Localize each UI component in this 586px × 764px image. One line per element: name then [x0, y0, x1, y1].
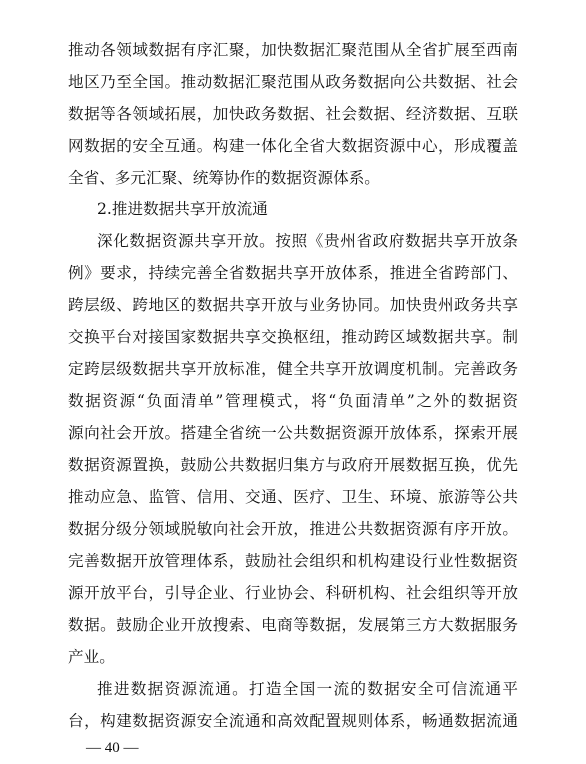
body-line: 数据。鼓励企业开放搜索、电商等数据，发展第三方大数据服务: [68, 616, 518, 634]
body-line: 完善数据开放管理体系，鼓励社会组织和机构建设行业性数据资: [68, 552, 518, 570]
body-line: 数据资源“负面清单”管理模式，将“负面清单”之外的数据资: [68, 392, 518, 410]
body-line: 网数据的安全互通。构建一体化全省大数据资源中心，形成覆盖: [68, 137, 518, 155]
body-line: 交换平台对接国家数据共享交换枢纽，推动跨区域数据共享。制: [68, 328, 518, 346]
body-line: 数据等各领域拓展，加快政务数据、社会数据、经济数据、互联: [68, 105, 518, 123]
body-line: 数据分级分领域脱敏向社会开放，推进公共数据资源有序开放。: [68, 520, 518, 538]
body-line: 源向社会开放。搭建全省统一公共数据资源开放体系，探索开展: [68, 424, 518, 442]
body-line: 推进数据资源流通。打造全国一流的数据安全可信流通平: [97, 680, 518, 698]
body-line: 台，构建数据资源安全流通和高效配置规则体系，畅通数据流通: [68, 712, 518, 730]
body-line: 例》要求，持续完善全省数据共享开放体系，推进全省跨部门、: [68, 264, 518, 282]
body-line: 跨层级、跨地区的数据共享开放与业务协同。加快贵州政务共享: [68, 296, 518, 314]
body-line: 数据资源置换，鼓励公共数据归集方与政府开展数据互换，优先: [68, 456, 518, 474]
body-line: 推动应急、监管、信用、交通、医疗、卫生、环境、旅游等公共: [68, 488, 518, 506]
body-line: 产业。: [68, 648, 115, 666]
page-number: — 40 —: [86, 740, 139, 756]
body-line: 推动各领域数据有序汇聚，加快数据汇聚范围从全省扩展至西南: [68, 41, 518, 59]
section-heading: 2.推进数据共享开放流通: [97, 200, 268, 218]
body-line: 深化数据资源共享开放。按照《贵州省政府数据共享开放条: [97, 232, 518, 250]
body-line: 源开放平台，引导企业、行业协会、科研机构、社会组织等开放: [68, 584, 518, 602]
body-line: 地区乃至全国。推动数据汇聚范围从政务数据向公共数据、社会: [68, 73, 518, 91]
body-line: 全省、多元汇聚、统筹协作的数据资源体系。: [68, 169, 380, 187]
body-line: 定跨层级数据共享开放标准，健全共享开放调度机制。完善政务: [68, 360, 518, 378]
